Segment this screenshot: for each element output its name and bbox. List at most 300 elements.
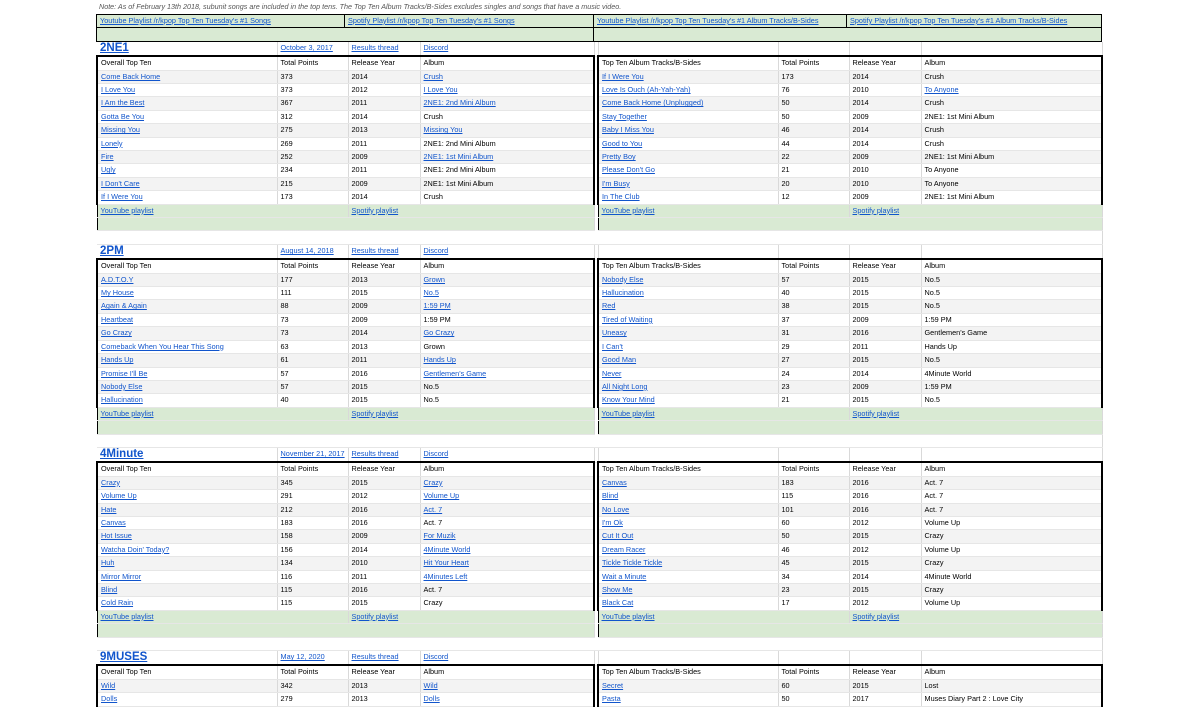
album-left[interactable] <box>420 84 594 97</box>
results-thread[interactable] <box>348 651 420 665</box>
table-row <box>97 380 1102 393</box>
total-points-left: 291 <box>277 490 348 503</box>
song-title-right-link[interactable]: Show Me <box>602 584 633 594</box>
youtube-playlist-right-link[interactable]: YouTube playlist <box>601 408 655 418</box>
total-points-right: 115 <box>778 490 849 503</box>
album-left[interactable] <box>420 543 594 556</box>
song-title-right[interactable] <box>598 543 778 556</box>
song-title-right[interactable] <box>598 679 778 692</box>
song-title-left-link[interactable]: Canvas <box>101 517 126 527</box>
song-title-left[interactable] <box>97 287 277 300</box>
top-playlist-cell-0[interactable] <box>97 15 345 28</box>
top-playlist-cell-2[interactable] <box>594 15 847 28</box>
song-title-right-link[interactable]: Nobody Else <box>602 274 644 284</box>
release-year-right: 2010 <box>849 84 921 97</box>
song-title-right[interactable] <box>598 340 778 353</box>
song-title-right[interactable] <box>598 490 778 503</box>
song-title-left[interactable] <box>97 570 277 583</box>
youtube-playlist-right-link[interactable]: YouTube playlist <box>601 205 655 215</box>
song-title-right[interactable] <box>598 151 778 164</box>
song-title-left-link[interactable]: I Am the Best <box>101 98 145 108</box>
song-title-right-link[interactable]: No Love <box>602 504 630 514</box>
song-title-right[interactable] <box>598 570 778 583</box>
song-title-left[interactable] <box>97 124 277 137</box>
album-left: Crazy <box>420 597 594 610</box>
album-left[interactable] <box>420 693 594 706</box>
discord-link[interactable]: Discord <box>423 246 449 256</box>
album-left[interactable] <box>420 503 594 516</box>
song-title-right[interactable] <box>598 354 778 367</box>
song-title-left[interactable] <box>97 177 277 190</box>
group-date[interactable] <box>277 651 348 665</box>
song-title-right-link[interactable]: Come Back Home (Unplugged) <box>602 98 704 108</box>
song-title-left-link[interactable]: A.D.T.O.Y <box>101 274 134 284</box>
release-year-right: 2016 <box>849 476 921 489</box>
album-left-link[interactable]: Crush <box>423 71 443 81</box>
release-year-right: 2010 <box>849 164 921 177</box>
song-title-right-link[interactable]: Pretty Boy <box>602 152 636 162</box>
song-title-left[interactable] <box>97 530 277 543</box>
song-title-right-link[interactable]: Tired of Waiting <box>602 314 653 324</box>
album-left-link[interactable]: Hands Up <box>423 355 456 365</box>
song-title-left-link[interactable]: If I Were You <box>101 192 143 202</box>
top-playlist-links-row <box>97 15 1102 28</box>
song-title-left[interactable] <box>97 164 277 177</box>
youtube-playlist-right[interactable] <box>598 610 849 623</box>
spotify-playlist-right-link[interactable]: Spotify playlist <box>852 205 900 215</box>
total-points-right: 40 <box>778 287 849 300</box>
song-title-left[interactable] <box>97 340 277 353</box>
song-title-right[interactable] <box>598 313 778 326</box>
album-left-link[interactable]: 1:59 PM <box>423 301 451 311</box>
group-header-filler <box>921 42 1102 56</box>
song-title-left[interactable] <box>97 557 277 570</box>
album-left[interactable] <box>420 97 594 110</box>
album-left[interactable] <box>420 151 594 164</box>
discord[interactable] <box>420 651 594 665</box>
song-title-left-link[interactable]: I Love You <box>101 85 136 95</box>
song-title-right-link[interactable]: I'm Ok <box>602 517 623 527</box>
group-date-link[interactable]: May 12, 2020 <box>280 652 325 662</box>
total-points-right: 173 <box>778 70 849 83</box>
song-title-right-link[interactable]: Uneasy <box>602 328 627 338</box>
youtube-playlist-songs-link[interactable]: Youtube Playlist /r/kpop Top Ten Tuesday's #1 Songs <box>100 16 271 25</box>
discord-link[interactable]: Discord <box>423 449 449 459</box>
song-title-left[interactable] <box>97 273 277 286</box>
header-overall-top-ten: Overall Top Ten <box>97 259 277 273</box>
song-title-right-link[interactable]: All Night Long <box>602 381 648 391</box>
song-title-left[interactable] <box>97 70 277 83</box>
song-title-right-link[interactable]: Dream Racer <box>602 544 646 554</box>
total-points-left: 88 <box>277 300 348 313</box>
song-title-right[interactable] <box>598 327 778 340</box>
album-right[interactable] <box>921 84 1102 97</box>
song-title-right[interactable] <box>598 97 778 110</box>
album-left[interactable] <box>420 679 594 692</box>
song-title-left[interactable] <box>97 110 277 123</box>
song-title-right[interactable] <box>598 300 778 313</box>
top-playlist-cell-3[interactable] <box>847 15 1102 28</box>
song-title-right[interactable] <box>598 380 778 393</box>
song-title-left-link[interactable]: Watcha Doin' Today? <box>101 544 170 554</box>
youtube-playlist-left[interactable] <box>97 204 348 217</box>
song-title-left-link[interactable]: Mirror Mirror <box>101 571 142 581</box>
youtube-playlist-right-link[interactable]: YouTube playlist <box>601 611 655 621</box>
release-year-left: 2011 <box>348 137 420 150</box>
song-title-left[interactable] <box>97 543 277 556</box>
album-left[interactable] <box>420 354 594 367</box>
spotify-playlist-left-link[interactable]: Spotify playlist <box>351 205 399 215</box>
total-points-right: 31 <box>778 327 849 340</box>
youtube-playlist-left-link[interactable]: YouTube playlist <box>100 408 154 418</box>
album-left-link[interactable]: Wild <box>423 680 438 690</box>
album-left-link[interactable]: For Muzik <box>423 531 456 541</box>
top-playlist-cell-1[interactable] <box>345 15 594 28</box>
header-release-year-right: Release Year <box>849 462 921 476</box>
song-title-left-link[interactable]: Come Back Home <box>101 71 161 81</box>
discord-link[interactable]: Discord <box>423 43 449 53</box>
results-thread-link[interactable]: Results thread <box>351 652 399 662</box>
release-year-right: 2015 <box>849 273 921 286</box>
album-left[interactable] <box>420 530 594 543</box>
song-title-right-link[interactable]: Good to You <box>602 138 643 148</box>
song-title-right[interactable] <box>598 367 778 380</box>
group-header-filler <box>921 448 1102 462</box>
song-title-left[interactable] <box>97 354 277 367</box>
album-left[interactable] <box>420 557 594 570</box>
album-right: To Anyone <box>921 177 1102 190</box>
table-row <box>97 516 1102 529</box>
song-title-right[interactable] <box>598 583 778 596</box>
song-title-left-link[interactable]: Dolls <box>101 694 118 704</box>
top-banner-spacer-left <box>97 28 594 41</box>
release-year-right: 2016 <box>849 490 921 503</box>
song-title-left[interactable] <box>97 597 277 610</box>
song-title-left[interactable] <box>97 151 277 164</box>
song-title-left[interactable] <box>97 503 277 516</box>
discord[interactable] <box>420 448 594 462</box>
song-title-left[interactable] <box>97 394 277 407</box>
album-left: 1:59 PM <box>420 313 594 326</box>
album-left[interactable] <box>420 124 594 137</box>
song-title-left[interactable] <box>97 693 277 706</box>
song-title-right-link[interactable]: Red <box>602 301 616 311</box>
album-left-link[interactable]: 4Minute World <box>423 544 471 554</box>
album-right: No.5 <box>921 394 1102 407</box>
song-title-left[interactable] <box>97 191 277 204</box>
group-title-cell[interactable] <box>97 651 277 665</box>
song-title-left[interactable] <box>97 490 277 503</box>
discord[interactable] <box>420 42 594 56</box>
song-title-right-link[interactable]: Never <box>602 368 622 378</box>
song-title-right[interactable] <box>598 597 778 610</box>
album-left: Crush <box>420 110 594 123</box>
song-title-right[interactable] <box>598 394 778 407</box>
total-points-right: 76 <box>778 84 849 97</box>
song-title-right-link[interactable]: If I Were You <box>602 71 644 81</box>
song-title-right-link[interactable]: Black Cat <box>602 598 634 608</box>
album-right: 1:59 PM <box>921 313 1102 326</box>
song-title-right[interactable] <box>598 177 778 190</box>
results-thread[interactable] <box>348 245 420 259</box>
song-title-right[interactable] <box>598 84 778 97</box>
youtube-playlist-albumtracks-link[interactable]: Youtube Playlist /r/kpop Top Ten Tuesday's #1 Album Tracks/B-Sides <box>597 16 819 25</box>
song-title-left[interactable] <box>97 137 277 150</box>
album-left-link[interactable]: Grown <box>423 274 445 284</box>
song-title-right-link[interactable]: Know Your Mind <box>602 395 655 405</box>
youtube-playlist-left[interactable] <box>97 610 348 623</box>
song-title-right-link[interactable]: Love Is Ouch (Ah-Yah-Yah) <box>602 85 691 95</box>
song-title-right[interactable] <box>598 191 778 204</box>
header-release-year-right: Release Year <box>849 56 921 70</box>
spotify-playlist-right-link[interactable]: Spotify playlist <box>852 611 900 621</box>
spotify-playlist-right[interactable] <box>849 610 1102 623</box>
group-title-cell[interactable] <box>97 42 277 56</box>
spotify-playlist-left[interactable] <box>348 204 594 217</box>
song-title-left[interactable] <box>97 516 277 529</box>
song-title-left[interactable] <box>97 583 277 596</box>
song-title-right[interactable] <box>598 110 778 123</box>
spotify-playlist-right[interactable] <box>849 204 1102 217</box>
album-left-link[interactable]: 2NE1: 1st Mini Album <box>423 152 494 162</box>
total-points-left: 367 <box>277 97 348 110</box>
album-left[interactable] <box>420 570 594 583</box>
album-left: Act. 7 <box>420 516 594 529</box>
group-table <box>96 448 1103 651</box>
youtube-playlist-right[interactable] <box>598 204 849 217</box>
song-title-left[interactable] <box>97 97 277 110</box>
song-title-right-link[interactable]: Canvas <box>602 477 627 487</box>
album-left-link[interactable]: Crazy <box>423 477 443 487</box>
song-title-left[interactable] <box>97 367 277 380</box>
song-title-right[interactable] <box>598 70 778 83</box>
song-title-left[interactable] <box>97 300 277 313</box>
song-title-right[interactable] <box>598 503 778 516</box>
song-title-left-link[interactable]: My House <box>101 288 134 298</box>
group-gap-cell <box>97 434 1102 447</box>
spotify-playlist-left-link[interactable]: Spotify playlist <box>351 408 399 418</box>
spotify-playlist-left-link[interactable]: Spotify playlist <box>351 611 399 621</box>
album-left[interactable] <box>420 287 594 300</box>
total-points-left: 61 <box>277 354 348 367</box>
song-title-right-link[interactable]: Baby I Miss You <box>602 125 654 135</box>
album-left-link[interactable]: 2NE1: 2nd Mini Album <box>423 98 496 108</box>
spotify-playlist-right[interactable] <box>849 407 1102 420</box>
release-year-left: 2015 <box>348 476 420 489</box>
youtube-playlist-left-link[interactable]: YouTube playlist <box>100 611 154 621</box>
group-date[interactable] <box>277 42 348 56</box>
song-title-right[interactable] <box>598 530 778 543</box>
song-title-right-link[interactable]: I'm Busy <box>602 178 630 188</box>
album-right: Act. 7 <box>921 503 1102 516</box>
song-title-left-link[interactable]: Fire <box>101 152 114 162</box>
youtube-playlist-right[interactable] <box>598 407 849 420</box>
spotify-playlist-albumtracks-link[interactable]: Spotify Playlist /r/kpop Top Ten Tuesday's #1 Album Tracks/B-Sides <box>850 16 1068 25</box>
song-title-left-link[interactable]: Huh <box>101 558 115 568</box>
song-title-left-link[interactable]: Heartbeat <box>101 314 134 324</box>
song-title-left[interactable] <box>97 84 277 97</box>
results-thread-link[interactable]: Results thread <box>351 246 399 256</box>
song-title-left[interactable] <box>97 380 277 393</box>
results-thread-link[interactable]: Results thread <box>351 43 399 53</box>
release-year-left: 2013 <box>348 679 420 692</box>
total-points-left: 158 <box>277 530 348 543</box>
album-left[interactable] <box>420 300 594 313</box>
group-date[interactable] <box>277 245 348 259</box>
playlist-spacer-row <box>97 421 1102 434</box>
song-title-left-link[interactable]: I Don't Care <box>101 178 140 188</box>
album-right: Gentlemen's Game <box>921 327 1102 340</box>
total-points-right: 60 <box>778 679 849 692</box>
song-title-left[interactable] <box>97 327 277 340</box>
album-left-link[interactable]: Volume Up <box>423 491 460 501</box>
song-title-left[interactable] <box>97 313 277 326</box>
discord[interactable] <box>420 245 594 259</box>
song-title-left-link[interactable]: Comeback When You Hear This Song <box>101 341 224 351</box>
total-points-left: 252 <box>277 151 348 164</box>
song-title-right[interactable] <box>598 273 778 286</box>
table-row <box>97 313 1102 326</box>
song-title-right-link[interactable]: Secret <box>602 680 624 690</box>
header-release-year-left: Release Year <box>348 665 420 679</box>
results-thread-link[interactable]: Results thread <box>351 449 399 459</box>
song-title-left-link[interactable]: Go Crazy <box>101 328 132 338</box>
table-row <box>97 110 1102 123</box>
column-header-row <box>97 56 1102 70</box>
results-thread[interactable] <box>348 42 420 56</box>
song-title-left-link[interactable]: Crazy <box>101 477 121 487</box>
song-title-right-link[interactable]: In The Club <box>602 192 640 202</box>
song-title-left[interactable] <box>97 679 277 692</box>
song-title-right[interactable] <box>598 137 778 150</box>
song-title-right-link[interactable]: Stay Together <box>602 111 647 121</box>
song-title-left-link[interactable]: Nobody Else <box>101 381 143 391</box>
album-left-link[interactable]: Missing You <box>423 125 463 135</box>
release-year-right: 2014 <box>849 97 921 110</box>
group-title[interactable]: 4Minute <box>100 447 144 460</box>
song-title-left-link[interactable]: Hot Issue <box>101 531 132 541</box>
song-title-right-link[interactable]: Tickle Tickle Tickle <box>602 558 663 568</box>
song-title-right-link[interactable]: Good Man <box>602 355 637 365</box>
album-right: Muses Diary Part 2 : Love City <box>921 693 1102 706</box>
spotify-playlist-left[interactable] <box>348 407 594 420</box>
group-header-row <box>97 42 1102 56</box>
spotify-playlist-right-link[interactable]: Spotify playlist <box>852 408 900 418</box>
album-left[interactable] <box>420 476 594 489</box>
youtube-playlist-left[interactable] <box>97 407 348 420</box>
table-row <box>97 394 1102 407</box>
album-left-link[interactable]: 4Minutes Left <box>423 571 468 581</box>
table-row <box>97 570 1102 583</box>
results-thread[interactable] <box>348 448 420 462</box>
album-right: Crazy <box>921 530 1102 543</box>
group-title-cell[interactable] <box>97 245 277 259</box>
album-left-link[interactable]: I Love You <box>423 85 458 95</box>
song-title-left-link[interactable]: Blind <box>101 584 118 594</box>
song-title-right[interactable] <box>598 164 778 177</box>
song-title-right-link[interactable]: Blind <box>602 491 619 501</box>
discord-link[interactable]: Discord <box>423 652 449 662</box>
song-title-left-link[interactable]: Hands Up <box>101 355 134 365</box>
song-title-right[interactable] <box>598 557 778 570</box>
youtube-playlist-left-link[interactable]: YouTube playlist <box>100 205 154 215</box>
song-title-left-link[interactable]: Hate <box>101 504 117 514</box>
song-title-left-link[interactable]: Hallucination <box>101 395 143 405</box>
song-title-right-link[interactable]: Please Don't Go <box>602 165 655 175</box>
group-title[interactable]: 2NE1 <box>100 41 129 54</box>
release-year-left: 2009 <box>348 530 420 543</box>
header-overall-top-ten: Overall Top Ten <box>97 56 277 70</box>
song-title-right[interactable] <box>598 124 778 137</box>
group-title[interactable]: 9MUSES <box>100 650 148 663</box>
group-date-link[interactable]: November 21, 2017 <box>280 449 345 459</box>
song-title-right-link[interactable]: Pasta <box>602 694 621 704</box>
album-left-link[interactable]: Dolls <box>423 694 440 704</box>
song-title-right-link[interactable]: Cut It Out <box>602 531 634 541</box>
total-points-right: 23 <box>778 583 849 596</box>
spotify-playlist-songs-link[interactable]: Spotify Playlist /r/kpop Top Ten Tuesday's #1 Songs <box>348 16 515 25</box>
group-title-cell[interactable] <box>97 448 277 462</box>
header-release-year-left: Release Year <box>348 462 420 476</box>
group-date[interactable] <box>277 448 348 462</box>
song-title-right-link[interactable]: Wait a Minute <box>602 571 647 581</box>
total-points-right: 12 <box>778 191 849 204</box>
album-right-link[interactable]: To Anyone <box>924 85 959 95</box>
song-title-right[interactable] <box>598 516 778 529</box>
spotify-playlist-left[interactable] <box>348 610 594 623</box>
song-title-left-link[interactable]: Wild <box>101 680 116 690</box>
group-title[interactable]: 2PM <box>100 244 124 257</box>
album-left-link[interactable]: Act. 7 <box>423 504 443 514</box>
header-album-tracks-bsides: Top Ten Album Tracks/B-Sides <box>598 56 778 70</box>
song-title-right[interactable] <box>598 693 778 706</box>
song-title-left-link[interactable]: Ugly <box>101 165 116 175</box>
album-left[interactable] <box>420 327 594 340</box>
album-left[interactable] <box>420 70 594 83</box>
group-date-link[interactable]: October 3, 2017 <box>280 43 333 53</box>
song-title-right-link[interactable]: I Can't <box>602 341 623 351</box>
song-title-left-link[interactable]: Gotta Be You <box>101 111 145 121</box>
total-points-left: 373 <box>277 84 348 97</box>
group-header-filler <box>849 245 921 259</box>
playlist-spacer-row <box>97 218 1102 231</box>
song-title-left-link[interactable]: Again & Again <box>101 301 147 311</box>
album-left[interactable] <box>420 490 594 503</box>
album-left-link[interactable]: No.5 <box>423 288 439 298</box>
group-table <box>96 245 1103 448</box>
song-title-left-link[interactable]: Lonely <box>101 138 123 148</box>
total-points-left: 156 <box>277 543 348 556</box>
album-left-link[interactable]: Hit Your Heart <box>423 558 469 568</box>
song-title-left-link[interactable]: Cold Rain <box>101 598 134 608</box>
song-title-right[interactable] <box>598 476 778 489</box>
release-year-left: 2014 <box>348 543 420 556</box>
song-title-left[interactable] <box>97 476 277 489</box>
album-left-link[interactable]: Go Crazy <box>423 328 455 338</box>
group-date-link[interactable]: August 14, 2018 <box>280 246 334 256</box>
song-title-right[interactable] <box>598 287 778 300</box>
release-year-right: 2009 <box>849 110 921 123</box>
song-title-left-link[interactable]: Missing You <box>101 125 140 135</box>
release-year-left: 2009 <box>348 177 420 190</box>
album-left-link[interactable]: Gentlemen's Game <box>423 368 487 378</box>
album-left[interactable] <box>420 367 594 380</box>
song-title-right-link[interactable]: Hallucination <box>602 288 644 298</box>
song-title-left-link[interactable]: Volume Up <box>101 491 137 501</box>
song-title-left-link[interactable]: Promise I'll Be <box>101 368 148 378</box>
release-year-left: 2014 <box>348 191 420 204</box>
album-left[interactable] <box>420 273 594 286</box>
